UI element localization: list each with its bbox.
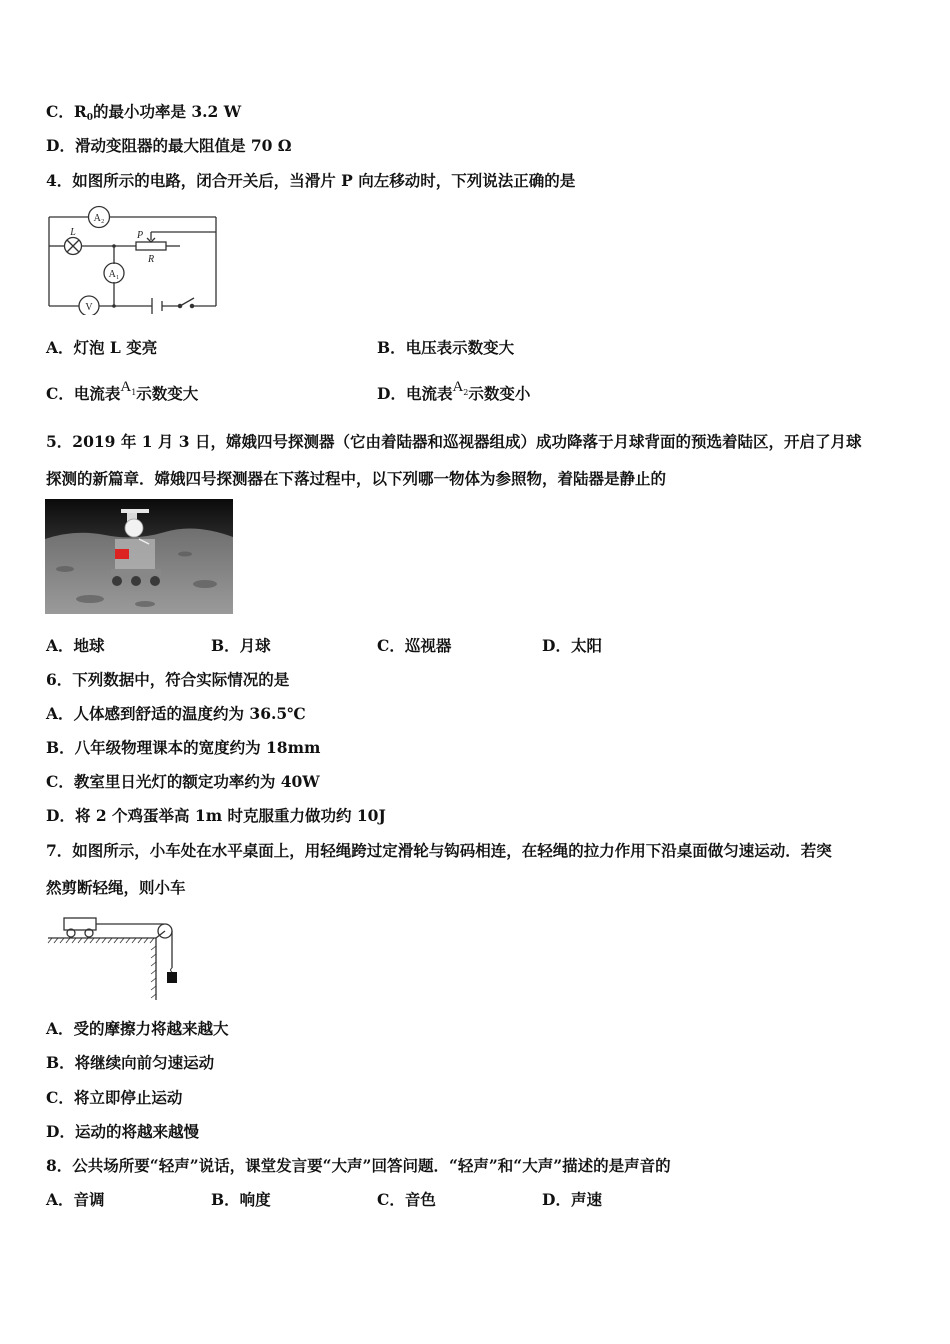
q4-option-c: C．电流表$A_1$示数变大 [46,379,199,403]
voltmeter-icon: V [85,302,93,313]
q4-option-a: A．灯泡 L 变亮 [46,338,158,357]
svg-text:R: R [147,254,155,265]
q7-option-b: B．将继续向前匀速运动 [46,1053,215,1072]
ammeter-a1-icon: A₁ [108,269,120,280]
q8-option-b: B．响度 [211,1190,271,1209]
q5-stem-line2: 探测的新篇章．嫦娥四号探测器在下落过程中，以下列哪一物体为参照物，着陆器是静止的 [46,469,667,488]
q6-option-c: C．教室里日光灯的额定功率约为 40W [46,772,320,791]
q8-stem: 8．公共场所要“轻声”说话，课堂发言要“大声”回答问题．“轻声”和“大声”描述的是声音的 [46,1156,671,1175]
q6-option-d: D．将 2 个鸡蛋举高 1m 时克服重力做功约 10J [46,806,386,825]
q4-stem: 4．如图所示的电路，闭合开关后，当滑片 P 向左移动时，下列说法正确的是 [46,171,576,190]
q5-option-a: A．地球 [46,636,105,655]
q6-stem: 6．下列数据中，符合实际情况的是 [46,670,290,689]
q4-circuit-diagram [44,200,224,315]
q7-option-a: A．受的摩擦力将越来越大 [46,1019,229,1038]
moon-lander-photo [45,499,233,614]
q5-option-d: D．太阳 [542,636,602,655]
q4-option-d: D．电流表$A_2$示数变小 [377,379,531,403]
svg-text:L: L [70,227,76,238]
q7-option-c: C．将立即停止运动 [46,1088,183,1107]
q7-stem-line1: 7．如图所示，小车处在水平桌面上，用轻绳跨过定滑轮与钩码相连，在轻绳的拉力作用下沿桌面做匀速运动．若突 [46,841,832,860]
cart-pulley-diagram [44,910,189,1002]
svg-text:P: P [136,230,144,241]
q6-option-b: B．八年级物理课本的宽度约为 18mm [46,738,321,757]
q4-option-b: B．电压表示数变大 [377,338,515,357]
ammeter-a2-icon: A₂ [93,213,105,224]
q3-option-d: D．滑动变阻器的最大阻值是 70 Ω [46,136,292,155]
q5-option-b: B．月球 [211,636,271,655]
q8-option-d: D．声速 [542,1190,602,1209]
q5-option-c: C．巡视器 [377,636,452,655]
q8-option-a: A．音调 [46,1190,105,1209]
q7-stem-line2: 然剪断轻绳，则小车 [46,878,186,897]
q3-option-c: C．$R_0$的最小功率是 3.2 W [46,102,242,123]
q5-stem-line1: 5．2019 年 1 月 3 日，嫦娥四号探测器（它由着陆器和巡视器组成）成功降落于月球背面的预选着陆区，开启了月球 [46,432,862,451]
q7-option-d: D．运动的将越来越慢 [46,1122,199,1141]
q8-option-c: C．音色 [377,1190,436,1209]
q6-option-a: A．人体感到舒适的温度约为 36.5℃ [46,704,306,723]
